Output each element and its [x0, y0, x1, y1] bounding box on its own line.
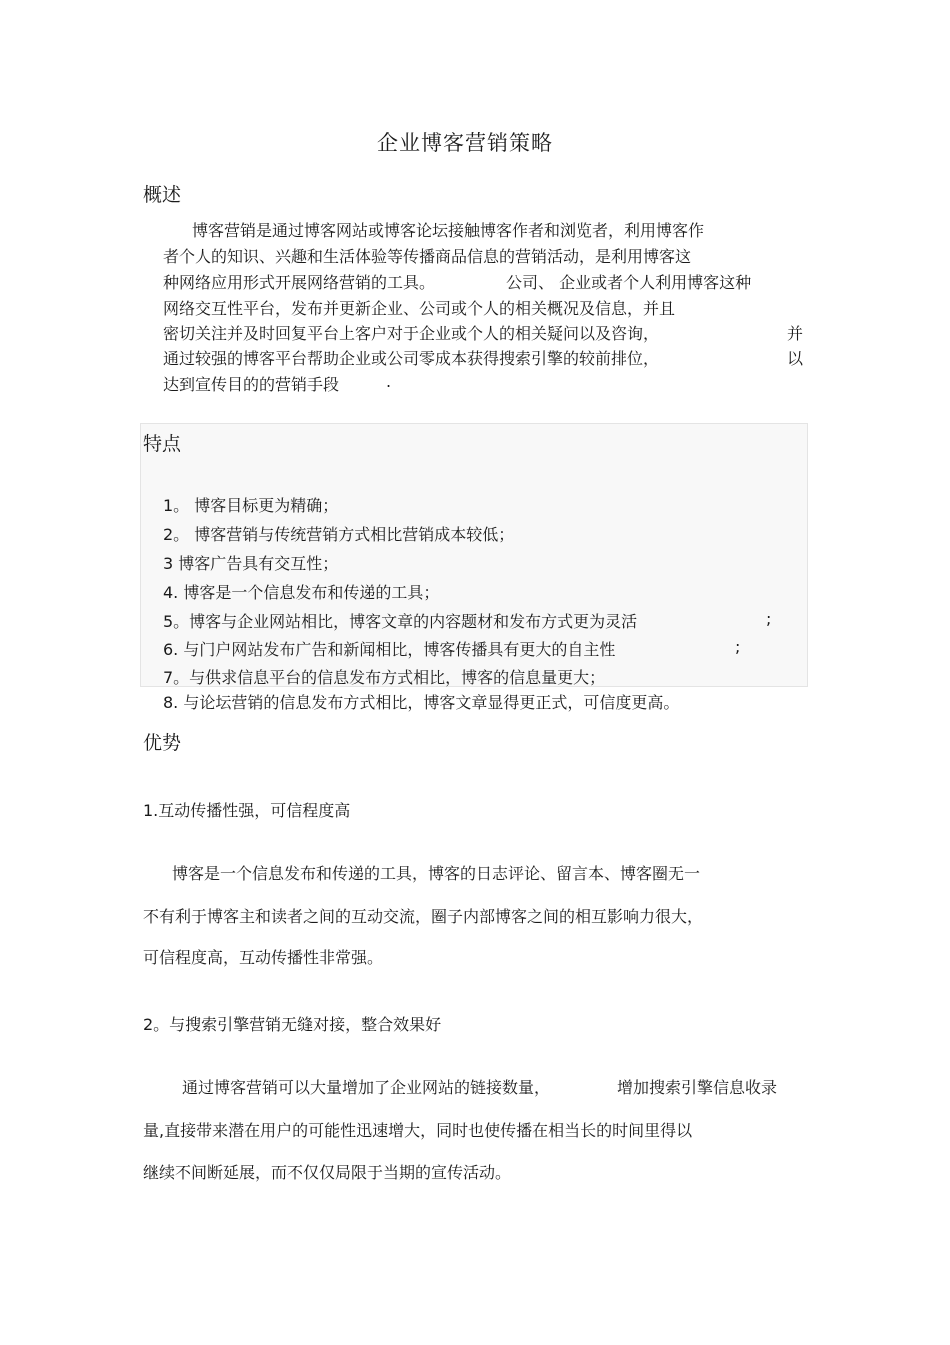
- advantage-line: 量,直接带来潜在用户的可能性迅速增大，同时也使传播在相当长的时间里得以: [143, 1121, 693, 1140]
- feature-item-tail: ;: [735, 637, 741, 656]
- overview-line: 公司、 企业或者个人利用博客这种: [506, 273, 752, 292]
- advantage-line: 增加搜索引擎信息收录: [617, 1078, 778, 1097]
- overview-line: 网络交互性平台，发布并更新企业、公司或个人的相关概况及信息，并且: [163, 299, 676, 318]
- advantage-line: 不有利于博客主和读者之间的互动交流，圈子内部博客之间的相互影响力很大，: [143, 907, 704, 926]
- overview-line: 密切关注并及时回复平台上客户对于企业或个人的相关疑问以及咨询，: [163, 324, 660, 343]
- features-heading: 特点: [143, 433, 182, 455]
- advantage-line: 通过博客营销可以大量增加了企业网站的链接数量，: [182, 1078, 551, 1097]
- feature-item: 5。博客与企业网站相比，博客文章的内容题材和发布方式更为灵活: [163, 612, 638, 631]
- advantage-line: 博客是一个信息发布和传递的工具，博客的日志评论、留言本、博客圈无一: [172, 864, 701, 883]
- overview-line: 并: [787, 324, 804, 343]
- feature-item: 7。与供求信息平台的信息发布方式相比，博客的信息量更大；: [163, 668, 606, 687]
- overview-line: 博客营销是通过博客网站或博客论坛接触博客作者和浏览者，利用博客作: [192, 221, 705, 240]
- advantages-heading: 优势: [143, 732, 182, 754]
- overview-line: 种网络应用形式开展网络营销的工具。: [163, 273, 436, 292]
- overview-line: 通过较强的博客平台帮助企业或公司零成本获得搜索引擎的较前排位，: [163, 349, 660, 368]
- feature-item: 1。 博客目标更为精确；: [163, 496, 339, 515]
- overview-line: 以: [787, 349, 804, 368]
- page-title: 企业博客营销策略: [377, 131, 553, 155]
- advantage-subheading: 1.互动传播性强，可信程度高: [143, 801, 351, 820]
- feature-item: 2。 博客营销与传统营销方式相比营销成本较低；: [163, 525, 515, 544]
- feature-item: 6. 与门户网站发布广告和新闻相比，博客传播具有更大的自主性: [163, 640, 616, 659]
- feature-item-tail: ;: [766, 609, 772, 628]
- feature-item: 8. 与论坛营销的信息发布方式相比，博客文章显得更正式，可信度更高。: [163, 693, 680, 712]
- feature-item: 4. 博客是一个信息发布和传递的工具；: [163, 583, 440, 602]
- advantage-subheading: 2。与搜索引擎营销无缝对接，整合效果好: [143, 1015, 442, 1034]
- advantage-line: 可信程度高，互动传播性非常强。: [143, 948, 384, 967]
- overview-line: 达到宣传目的的营销手段: [163, 375, 340, 394]
- overview-line: 者个人的知识、兴趣和生活体验等传播商品信息的营销活动，是利用博客这: [163, 247, 692, 266]
- feature-item: 3 博客广告具有交互性；: [163, 554, 339, 573]
- advantage-line: 继续不间断延展，而不仅仅局限于当期的宣传活动。: [143, 1163, 512, 1182]
- overview-line: .: [386, 372, 392, 391]
- overview-heading: 概述: [143, 184, 182, 206]
